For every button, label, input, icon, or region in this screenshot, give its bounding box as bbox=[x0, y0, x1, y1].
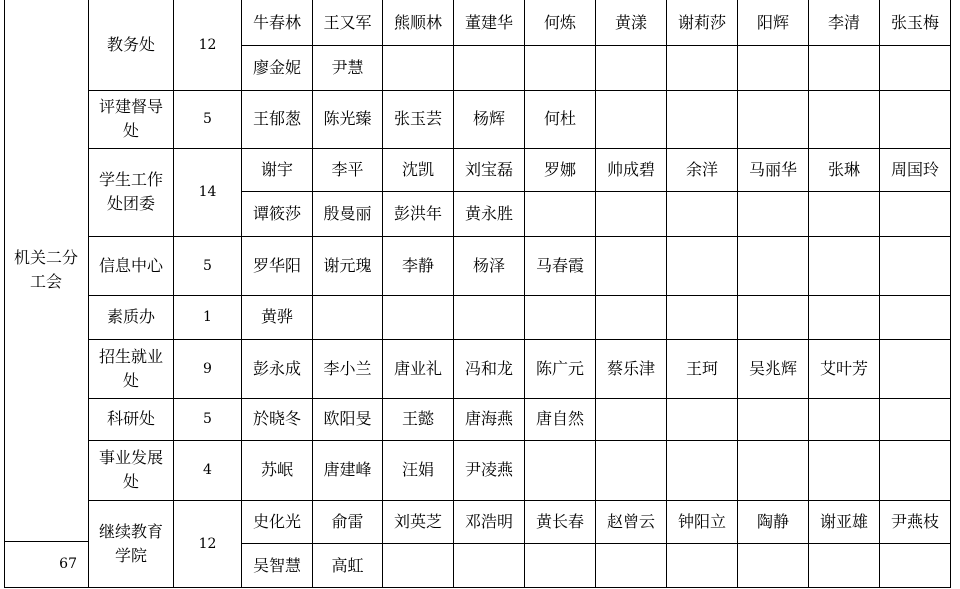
member-name: 陈光臻 bbox=[323, 109, 372, 128]
member-name: 黄漾 bbox=[614, 12, 647, 32]
member-name: 谢元瑰 bbox=[323, 255, 372, 275]
department-name: 信息中心 bbox=[98, 255, 163, 275]
member-name: 刘英芝 bbox=[393, 511, 442, 531]
member-name: 杨辉 bbox=[472, 109, 505, 128]
grid-line bbox=[4, 541, 88, 542]
member-name: 王又军 bbox=[323, 12, 372, 32]
member-count: 5 bbox=[203, 411, 212, 427]
member-name: 吴智慧 bbox=[252, 555, 301, 575]
member-name: 李静 bbox=[401, 255, 434, 275]
department-name: 事业发展处 bbox=[98, 448, 163, 491]
member-name: 陈广元 bbox=[535, 358, 584, 378]
member-name: 张琳 bbox=[827, 159, 860, 179]
member-name: 唐业礼 bbox=[393, 358, 442, 378]
member-name: 邓浩明 bbox=[464, 511, 513, 531]
member-name: 阳辉 bbox=[756, 12, 789, 32]
member-name: 欧阳旻 bbox=[323, 409, 372, 428]
member-count: 12 bbox=[198, 37, 217, 53]
member-count: 12 bbox=[198, 536, 217, 552]
grid-line bbox=[950, 0, 951, 588]
department-name: 学生工作处团委 bbox=[98, 170, 163, 213]
member-name: 刘宝磊 bbox=[464, 159, 513, 179]
member-count: 14 bbox=[198, 184, 217, 200]
member-name: 彭洪年 bbox=[393, 203, 442, 223]
member-name: 马丽华 bbox=[748, 159, 797, 179]
member-name: 尹慧 bbox=[331, 57, 364, 77]
member-name: 沈凯 bbox=[401, 159, 434, 179]
member-name: 赵曾云 bbox=[606, 511, 655, 531]
member-name: 艾叶芳 bbox=[819, 358, 868, 378]
member-name: 余洋 bbox=[685, 159, 718, 179]
department-name: 继续教育学院 bbox=[98, 522, 163, 565]
member-name: 谢宇 bbox=[260, 159, 293, 179]
member-name: 谭筱莎 bbox=[252, 203, 301, 223]
member-name: 高虹 bbox=[331, 555, 364, 575]
member-count: 5 bbox=[203, 111, 212, 127]
member-count: 9 bbox=[203, 360, 212, 377]
member-name: 唐海燕 bbox=[464, 409, 513, 428]
department-name: 评建督导处 bbox=[98, 97, 163, 140]
member-name: 张玉梅 bbox=[890, 12, 939, 32]
member-name: 谢亚雄 bbox=[819, 511, 868, 531]
union-name: 机关二分工会 bbox=[13, 248, 78, 291]
member-name: 史化光 bbox=[252, 511, 301, 531]
member-name: 熊顺林 bbox=[393, 12, 442, 32]
member-name: 帅成碧 bbox=[606, 159, 655, 179]
grid-line bbox=[4, 0, 5, 588]
member-name: 谢莉莎 bbox=[677, 12, 726, 32]
member-name: 陶静 bbox=[756, 511, 789, 531]
member-name: 唐自然 bbox=[535, 409, 584, 428]
member-count: 5 bbox=[203, 257, 212, 274]
member-name: 李清 bbox=[827, 12, 860, 32]
department-name: 科研处 bbox=[106, 409, 155, 428]
member-name: 何杜 bbox=[543, 109, 576, 128]
member-name: 於晓冬 bbox=[252, 409, 301, 428]
member-name: 王珂 bbox=[685, 358, 718, 378]
member-name: 蔡乐津 bbox=[606, 358, 655, 378]
member-name: 杨泽 bbox=[472, 255, 505, 275]
member-name: 罗华阳 bbox=[252, 255, 301, 275]
member-name: 何炼 bbox=[543, 12, 576, 32]
member-name: 黄长春 bbox=[535, 511, 584, 531]
member-name: 李平 bbox=[331, 159, 364, 179]
member-name: 彭永成 bbox=[252, 358, 301, 378]
member-name: 罗娜 bbox=[543, 159, 576, 179]
member-name: 周国玲 bbox=[890, 159, 939, 179]
member-count: 4 bbox=[203, 462, 212, 478]
member-name: 马春霞 bbox=[535, 255, 584, 275]
member-name: 苏岷 bbox=[260, 460, 293, 479]
member-name: 尹燕枝 bbox=[890, 511, 939, 531]
member-name: 钟阳立 bbox=[677, 511, 726, 531]
member-name: 牛春林 bbox=[252, 12, 301, 32]
member-name: 廖金妮 bbox=[252, 57, 301, 77]
member-name: 尹凌燕 bbox=[464, 460, 513, 479]
member-name: 李小兰 bbox=[323, 358, 372, 378]
department-name: 素质办 bbox=[106, 307, 155, 326]
member-name: 冯和龙 bbox=[464, 358, 513, 378]
department-name: 招生就业处 bbox=[98, 346, 163, 390]
member-name: 唐建峰 bbox=[323, 460, 372, 479]
member-name: 俞雷 bbox=[331, 511, 364, 531]
member-name: 吴兆辉 bbox=[748, 358, 797, 378]
department-name: 教务处 bbox=[106, 35, 155, 54]
member-name: 殷曼丽 bbox=[323, 203, 372, 223]
member-name: 王懿 bbox=[401, 409, 434, 428]
member-name: 董建华 bbox=[464, 12, 513, 32]
page-number: 67 bbox=[59, 556, 77, 572]
member-name: 汪娟 bbox=[401, 460, 434, 479]
member-name: 张玉芸 bbox=[393, 109, 442, 128]
member-count: 1 bbox=[203, 309, 212, 325]
union-name-cell bbox=[5, 0, 87, 540]
member-name: 王郁葱 bbox=[252, 109, 301, 128]
member-name: 黄永胜 bbox=[464, 203, 513, 223]
member-name: 黄骅 bbox=[260, 307, 293, 326]
